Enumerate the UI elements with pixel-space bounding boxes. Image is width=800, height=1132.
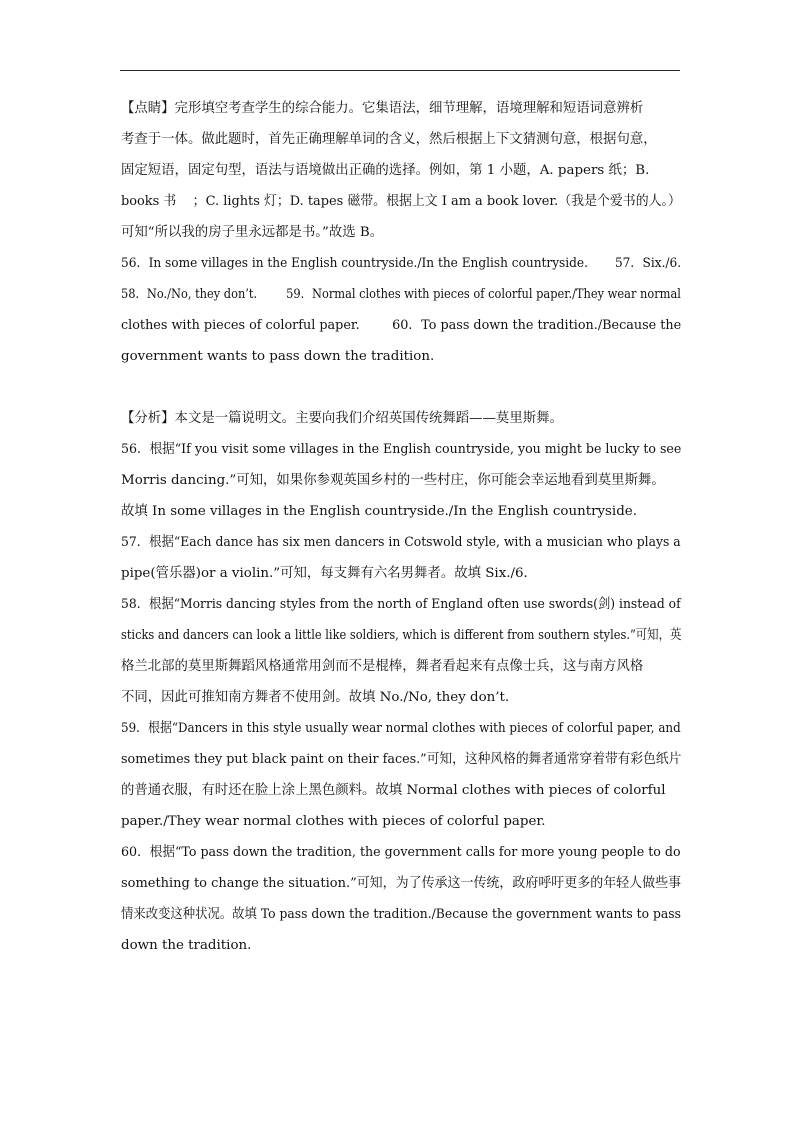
- text-line: 58．No./No, they don’t. 59．Normal clothes with pieces of colorful paper./They wear normal: [121, 287, 681, 302]
- text-line: 故填 In some villages in the English countryside./In the English countryside.: [121, 504, 637, 519]
- document-body: [121, 93, 681, 961]
- text-line: 58．根据“Morris dancing styles from the north of England often use swords(剑) instead of: [121, 597, 681, 612]
- text-line: something to change the situation.”可知，为了传承这一传统，政府呼吁更多的年轻人做些事: [121, 876, 682, 891]
- text-line: 可知“所以我的房子里永远都是书。”故选 B。: [121, 225, 384, 240]
- header-rule: [120, 70, 680, 71]
- text-line: 的普通衣服，有时还在脸上涂上黑色颜料。故填 Normal clothes with pieces of colorful: [121, 783, 666, 798]
- text-line: 固定短语，固定句型，语法与语境做出正确的选择。例如，第 1 小题，A. papers 纸；B.: [121, 163, 650, 178]
- text-line: 不同，因此可推知南方舞者不使用剑。故填 No./No, they don’t.: [121, 690, 510, 705]
- section-gap: [121, 372, 681, 403]
- text-line: books 书 ；C. lights 灯；D. tapes 磁带。根据上文 I am a book lover.（我是个爱书的人。）: [121, 194, 681, 209]
- text-line: 情来改变这种状况。故填 To pass down the tradition./Because the government wants to pass: [121, 907, 681, 922]
- text-line: 【点睛】完形填空考查学生的综合能力。它集语法，细节理解，语境理解和短语词意辨析: [121, 101, 644, 116]
- dianjing-section: [121, 93, 681, 248]
- text-line: government wants to pass down the tradition.: [121, 349, 435, 364]
- text-line: 57．根据“Each dance has six men dancers in Cotswold style, with a musician who plays a: [121, 535, 681, 550]
- text-line: 【分析】本文是一篇说明文。主要向我们介绍英国传统舞蹈——莫里斯舞。: [121, 411, 563, 426]
- text-line: clothes with pieces of colorful paper. 60．To pass down the tradition./Because the: [121, 318, 682, 333]
- text-line: paper./They wear normal clothes with pieces of colorful paper.: [121, 814, 546, 829]
- text-line: down the tradition.: [121, 938, 252, 953]
- answers-section: [121, 248, 681, 372]
- text-line: Morris dancing.”可知，如果你参观英国乡村的一些村庄，你可能会幸运地看到莫里斯舞。: [121, 473, 665, 488]
- text-line: sticks and dancers can look a little like soldiers, which is different from southern styles.”可知，英: [121, 628, 682, 643]
- text-line: sometimes they put black paint on their faces.”可知，这种风格的舞者通常穿着带有彩色纸片: [121, 752, 682, 767]
- text-line: 59．根据“Dancers in this style usually wear normal clothes with pieces of colorful paper, and: [121, 721, 681, 736]
- text-line: 60．根据“To pass down the tradition, the government calls for more young people to do: [121, 845, 681, 860]
- text-line: pipe(管乐器)or a violin.”可知，每支舞有六名男舞者。故填 Six./6.: [121, 566, 528, 581]
- text-line: 格兰北部的莫里斯舞蹈风格通常用剑而不是棍棒，舞者看起来有点像士兵，这与南方风格: [121, 659, 644, 674]
- text-line: 56．根据“If you visit some villages in the English countryside, you might be lucky to see: [121, 442, 682, 457]
- text-line: 56．In some villages in the English countryside./In the English countryside. 57．Six./6.: [121, 256, 682, 271]
- text-line: 考查于一体。做此题时，首先正确理解单词的含义，然后根据上下文猜测句意，根据句意，: [121, 132, 657, 147]
- analysis-section: [121, 403, 681, 961]
